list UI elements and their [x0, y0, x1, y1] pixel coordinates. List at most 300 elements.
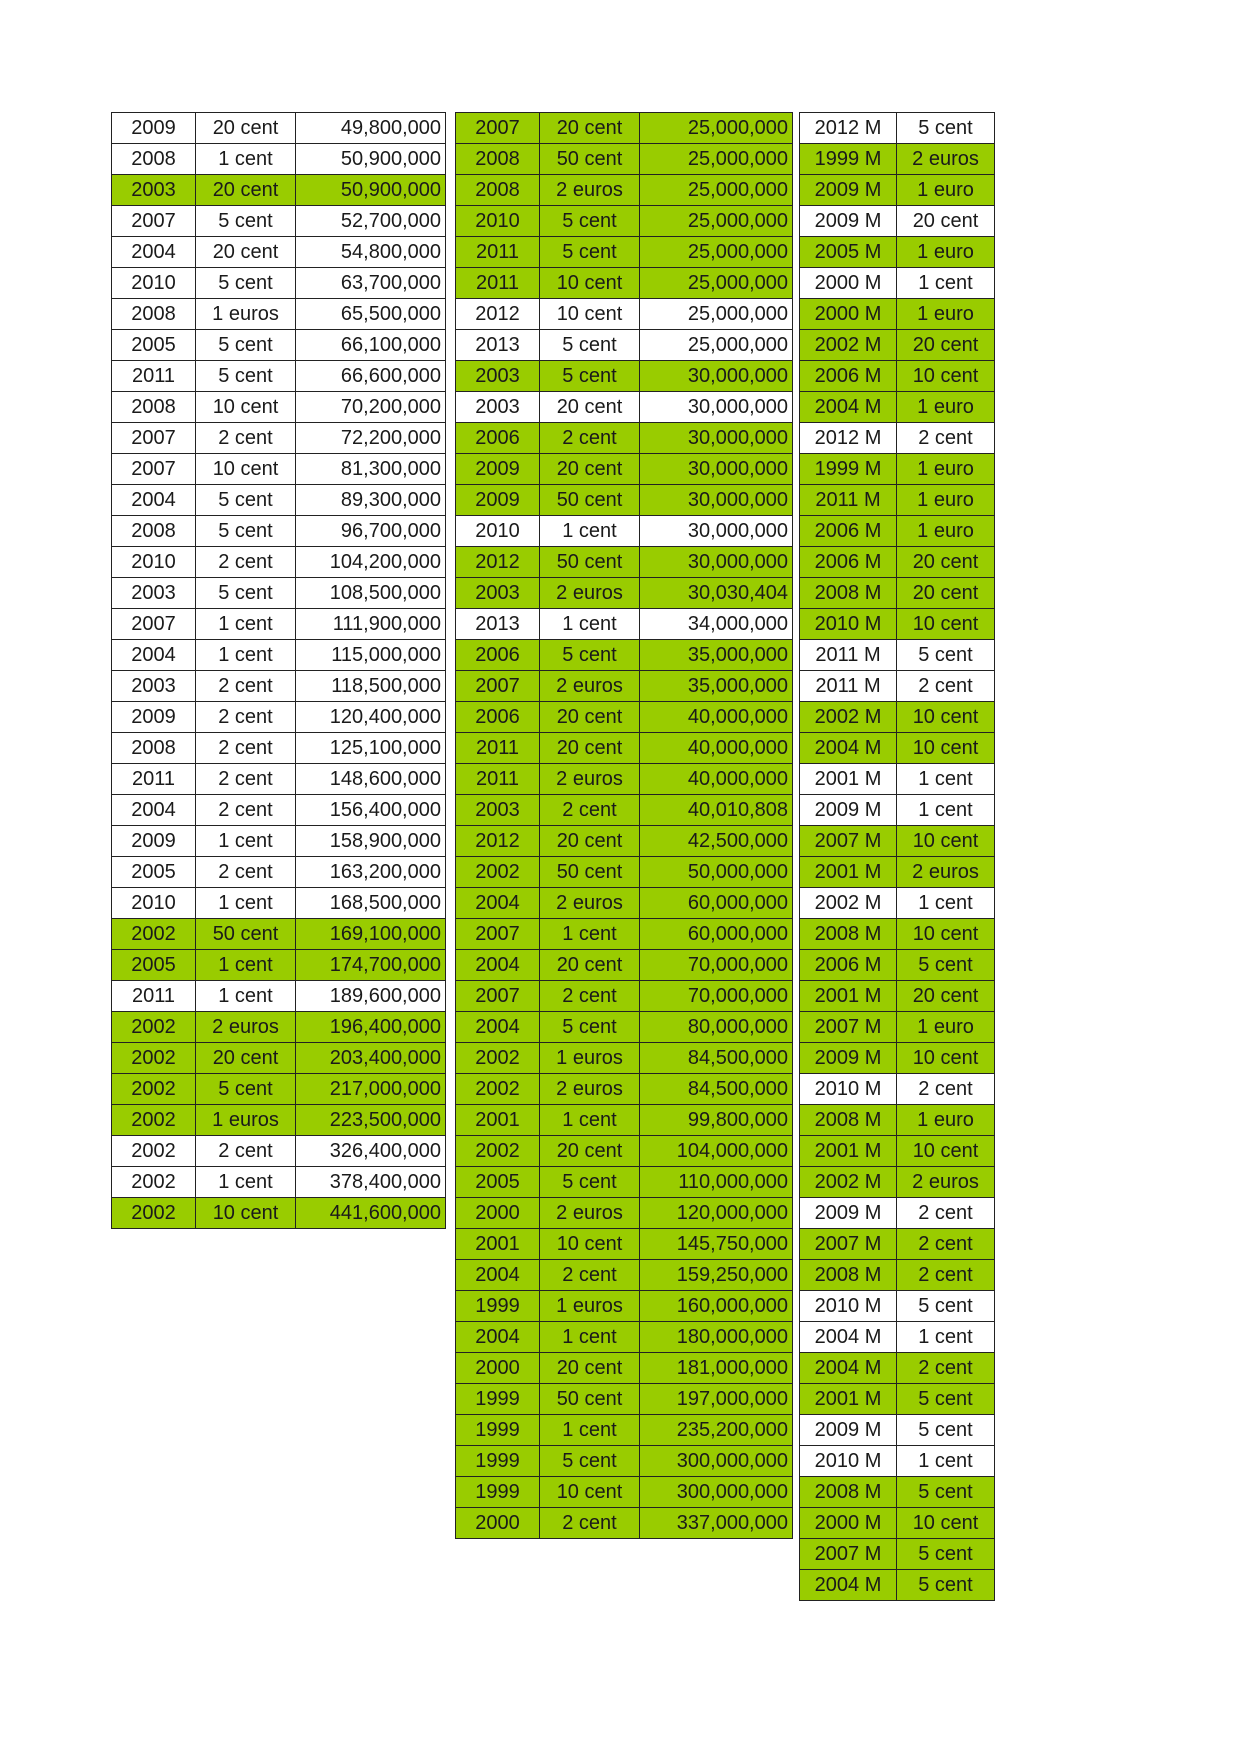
- year-cell: 2003: [112, 578, 196, 609]
- denomination-cell: 20 cent: [540, 702, 640, 733]
- year-cell: 2002: [112, 919, 196, 950]
- table-row: [800, 361, 995, 392]
- denomination-cell: 10 cent: [540, 1477, 640, 1508]
- quantity-cell: 54,800,000: [296, 237, 446, 268]
- year-cell: 2011 M: [800, 640, 897, 671]
- table-row: [112, 1012, 446, 1043]
- year-cell: 2002: [456, 1043, 540, 1074]
- year-cell: 2001 M: [800, 981, 897, 1012]
- table-row: [456, 1322, 793, 1353]
- denomination-cell: 5 cent: [196, 268, 296, 299]
- year-cell: 2006 M: [800, 516, 897, 547]
- denomination-cell: 2 cent: [196, 857, 296, 888]
- table-row: [112, 361, 446, 392]
- year-cell: 2007: [112, 423, 196, 454]
- table-row: [800, 1012, 995, 1043]
- table-row: [112, 702, 446, 733]
- quantity-cell: 115,000,000: [296, 640, 446, 671]
- denomination-cell: 2 euros: [540, 888, 640, 919]
- table-row: [456, 299, 793, 330]
- year-cell: 2013: [456, 330, 540, 361]
- table-row: [456, 1043, 793, 1074]
- quantity-cell: 174,700,000: [296, 950, 446, 981]
- table-row: [456, 764, 793, 795]
- year-cell: 2002 M: [800, 702, 897, 733]
- year-cell: 2009: [112, 826, 196, 857]
- year-cell: 2001 M: [800, 1384, 897, 1415]
- year-cell: 2009: [456, 454, 540, 485]
- year-cell: 2002: [112, 1136, 196, 1167]
- denomination-cell: 1 cent: [196, 826, 296, 857]
- year-cell: 2008: [112, 516, 196, 547]
- coin-table-3-body: [800, 113, 995, 1601]
- quantity-cell: 30,000,000: [640, 547, 793, 578]
- year-cell: 2004: [456, 1260, 540, 1291]
- denomination-cell: 1 cent: [897, 795, 995, 826]
- year-cell: 2009 M: [800, 206, 897, 237]
- year-cell: 2004: [456, 1012, 540, 1043]
- quantity-cell: 50,000,000: [640, 857, 793, 888]
- year-cell: 2001 M: [800, 857, 897, 888]
- denomination-cell: 1 euro: [897, 175, 995, 206]
- denomination-cell: 1 cent: [196, 640, 296, 671]
- denomination-cell: 2 euros: [540, 1074, 640, 1105]
- year-cell: 2000 M: [800, 1508, 897, 1539]
- denomination-cell: 1 cent: [897, 1322, 995, 1353]
- quantity-cell: 65,500,000: [296, 299, 446, 330]
- table-row: [112, 454, 446, 485]
- table-row: [456, 826, 793, 857]
- year-cell: 2008 M: [800, 919, 897, 950]
- year-cell: 2010: [456, 206, 540, 237]
- year-cell: 2008 M: [800, 1105, 897, 1136]
- table-row: [800, 919, 995, 950]
- denomination-cell: 20 cent: [897, 981, 995, 1012]
- denomination-cell: 2 cent: [540, 423, 640, 454]
- table-row: [800, 330, 995, 361]
- quantity-cell: 50,900,000: [296, 144, 446, 175]
- quantity-cell: 125,100,000: [296, 733, 446, 764]
- quantity-cell: 49,800,000: [296, 113, 446, 144]
- year-cell: 2001: [456, 1229, 540, 1260]
- coin-table-1-body: [112, 113, 446, 1229]
- table-row: [800, 1136, 995, 1167]
- denomination-cell: 2 euros: [540, 1198, 640, 1229]
- quantity-cell: 80,000,000: [640, 1012, 793, 1043]
- table-row: [800, 981, 995, 1012]
- denomination-cell: 5 cent: [196, 330, 296, 361]
- year-cell: 2011: [456, 268, 540, 299]
- table-row: [800, 1570, 995, 1601]
- year-cell: 2002: [112, 1074, 196, 1105]
- denomination-cell: 20 cent: [196, 113, 296, 144]
- quantity-cell: 25,000,000: [640, 113, 793, 144]
- table-row: [456, 144, 793, 175]
- table-row: [456, 578, 793, 609]
- table-row: [800, 1198, 995, 1229]
- year-cell: 2009 M: [800, 175, 897, 206]
- denomination-cell: 20 cent: [196, 175, 296, 206]
- year-cell: 2004 M: [800, 392, 897, 423]
- quantity-cell: 70,000,000: [640, 950, 793, 981]
- table-row: [800, 423, 995, 454]
- denomination-cell: 1 cent: [196, 144, 296, 175]
- quantity-cell: 72,200,000: [296, 423, 446, 454]
- table-row: [800, 702, 995, 733]
- year-cell: 2002: [456, 857, 540, 888]
- quantity-cell: 217,000,000: [296, 1074, 446, 1105]
- quantity-cell: 160,000,000: [640, 1291, 793, 1322]
- quantity-cell: 181,000,000: [640, 1353, 793, 1384]
- table-row: [800, 640, 995, 671]
- quantity-cell: 89,300,000: [296, 485, 446, 516]
- denomination-cell: 1 euro: [897, 454, 995, 485]
- table-row: [800, 795, 995, 826]
- denomination-cell: 5 cent: [897, 640, 995, 671]
- denomination-cell: 20 cent: [540, 1136, 640, 1167]
- table-row: [800, 1539, 995, 1570]
- denomination-cell: 5 cent: [196, 206, 296, 237]
- year-cell: 2001: [456, 1105, 540, 1136]
- denomination-cell: 2 euros: [540, 175, 640, 206]
- table-row: [456, 330, 793, 361]
- year-cell: 2004: [456, 888, 540, 919]
- denomination-cell: 5 cent: [540, 206, 640, 237]
- table-row: [112, 113, 446, 144]
- year-cell: 2003: [456, 392, 540, 423]
- table-row: [456, 206, 793, 237]
- year-cell: 2012 M: [800, 113, 897, 144]
- denomination-cell: 1 euro: [897, 485, 995, 516]
- denomination-cell: 5 cent: [540, 1167, 640, 1198]
- year-cell: 2005 M: [800, 237, 897, 268]
- denomination-cell: 10 cent: [196, 1198, 296, 1229]
- quantity-cell: 70,200,000: [296, 392, 446, 423]
- year-cell: 2003: [112, 175, 196, 206]
- year-cell: 2004: [112, 485, 196, 516]
- year-cell: 2001 M: [800, 764, 897, 795]
- denomination-cell: 10 cent: [196, 392, 296, 423]
- denomination-cell: 1 cent: [196, 609, 296, 640]
- year-cell: 2004: [112, 795, 196, 826]
- year-cell: 2001 M: [800, 1136, 897, 1167]
- year-cell: 2004: [112, 640, 196, 671]
- denomination-cell: 1 euro: [897, 1105, 995, 1136]
- table-row: [456, 516, 793, 547]
- year-cell: 2006: [456, 702, 540, 733]
- quantity-cell: 441,600,000: [296, 1198, 446, 1229]
- table-row: [112, 578, 446, 609]
- year-cell: 2002 M: [800, 1167, 897, 1198]
- denomination-cell: 50 cent: [540, 144, 640, 175]
- table-row: [800, 888, 995, 919]
- denomination-cell: 2 cent: [196, 1136, 296, 1167]
- year-cell: 2008: [112, 733, 196, 764]
- year-cell: 2003: [456, 361, 540, 392]
- quantity-cell: 197,000,000: [640, 1384, 793, 1415]
- year-cell: 2006: [456, 423, 540, 454]
- year-cell: 2007: [112, 609, 196, 640]
- year-cell: 2004: [456, 1322, 540, 1353]
- quantity-cell: 84,500,000: [640, 1074, 793, 1105]
- table-row: [456, 1508, 793, 1539]
- year-cell: 2007: [456, 919, 540, 950]
- denomination-cell: 20 cent: [897, 206, 995, 237]
- year-cell: 2012: [456, 826, 540, 857]
- denomination-cell: 2 cent: [196, 764, 296, 795]
- table-row: [456, 1105, 793, 1136]
- table-row: [456, 1136, 793, 1167]
- denomination-cell: 1 euro: [897, 516, 995, 547]
- table-row: [456, 919, 793, 950]
- denomination-cell: 5 cent: [897, 950, 995, 981]
- year-cell: 2002: [112, 1167, 196, 1198]
- table-row: [112, 206, 446, 237]
- quantity-cell: 235,200,000: [640, 1415, 793, 1446]
- year-cell: 2010 M: [800, 1074, 897, 1105]
- quantity-cell: 30,000,000: [640, 516, 793, 547]
- quantity-cell: 70,000,000: [640, 981, 793, 1012]
- table-row: [456, 175, 793, 206]
- table-row: [800, 1291, 995, 1322]
- table-row: [456, 1260, 793, 1291]
- year-cell: 2010 M: [800, 1446, 897, 1477]
- quantity-cell: 40,000,000: [640, 702, 793, 733]
- table-row: [800, 268, 995, 299]
- table-row: [800, 299, 995, 330]
- table-row: [800, 1477, 995, 1508]
- year-cell: 2003: [456, 795, 540, 826]
- table-row: [112, 1105, 446, 1136]
- table-row: [800, 1508, 995, 1539]
- table-row: [800, 764, 995, 795]
- year-cell: 2000 M: [800, 299, 897, 330]
- table-row: [456, 1012, 793, 1043]
- year-cell: 2004 M: [800, 1353, 897, 1384]
- year-cell: 2002: [456, 1074, 540, 1105]
- table-row: [456, 1198, 793, 1229]
- table-row: [456, 1446, 793, 1477]
- table-row: [800, 547, 995, 578]
- year-cell: 2012: [456, 299, 540, 330]
- denomination-cell: 1 cent: [196, 950, 296, 981]
- year-cell: 1999: [456, 1415, 540, 1446]
- denomination-cell: 10 cent: [897, 733, 995, 764]
- quantity-cell: 84,500,000: [640, 1043, 793, 1074]
- coin-table-2-body: [456, 113, 793, 1539]
- year-cell: 2009 M: [800, 795, 897, 826]
- denomination-cell: 10 cent: [540, 1229, 640, 1260]
- year-cell: 2009 M: [800, 1198, 897, 1229]
- year-cell: 2007: [456, 981, 540, 1012]
- denomination-cell: 1 euros: [540, 1291, 640, 1322]
- table-row: [800, 1043, 995, 1074]
- year-cell: 2008: [112, 299, 196, 330]
- quantity-cell: 30,000,000: [640, 454, 793, 485]
- denomination-cell: 5 cent: [540, 237, 640, 268]
- quantity-cell: 60,000,000: [640, 919, 793, 950]
- table-row: [800, 950, 995, 981]
- quantity-cell: 111,900,000: [296, 609, 446, 640]
- year-cell: 2002: [112, 1012, 196, 1043]
- table-row: [800, 1353, 995, 1384]
- year-cell: 2007 M: [800, 1229, 897, 1260]
- year-cell: 2004: [456, 950, 540, 981]
- table-row: [456, 702, 793, 733]
- quantity-cell: 25,000,000: [640, 237, 793, 268]
- quantity-cell: 378,400,000: [296, 1167, 446, 1198]
- quantity-cell: 120,400,000: [296, 702, 446, 733]
- table-row: [800, 609, 995, 640]
- denomination-cell: 5 cent: [196, 578, 296, 609]
- table-row: [112, 795, 446, 826]
- denomination-cell: 20 cent: [540, 733, 640, 764]
- denomination-cell: 20 cent: [540, 392, 640, 423]
- year-cell: 2008: [112, 392, 196, 423]
- quantity-cell: 163,200,000: [296, 857, 446, 888]
- quantity-cell: 189,600,000: [296, 981, 446, 1012]
- table-row: [800, 1415, 995, 1446]
- denomination-cell: 5 cent: [897, 1539, 995, 1570]
- table-row: [456, 1415, 793, 1446]
- year-cell: 2008 M: [800, 578, 897, 609]
- denomination-cell: 50 cent: [196, 919, 296, 950]
- quantity-cell: 81,300,000: [296, 454, 446, 485]
- denomination-cell: 2 cent: [196, 795, 296, 826]
- quantity-cell: 203,400,000: [296, 1043, 446, 1074]
- year-cell: 2007 M: [800, 1539, 897, 1570]
- denomination-cell: 2 euros: [897, 1167, 995, 1198]
- year-cell: 2010: [112, 268, 196, 299]
- quantity-cell: 104,000,000: [640, 1136, 793, 1167]
- year-cell: 2006 M: [800, 547, 897, 578]
- year-cell: 2011: [456, 733, 540, 764]
- table-row: [800, 1446, 995, 1477]
- year-cell: 2011: [456, 237, 540, 268]
- table-row: [112, 330, 446, 361]
- year-cell: 2009 M: [800, 1415, 897, 1446]
- table-row: [112, 547, 446, 578]
- denomination-cell: 10 cent: [540, 268, 640, 299]
- denomination-cell: 1 cent: [540, 1322, 640, 1353]
- denomination-cell: 5 cent: [897, 1477, 995, 1508]
- denomination-cell: 10 cent: [897, 361, 995, 392]
- denomination-cell: 5 cent: [196, 485, 296, 516]
- year-cell: 2007 M: [800, 826, 897, 857]
- denomination-cell: 20 cent: [196, 1043, 296, 1074]
- denomination-cell: 10 cent: [897, 1043, 995, 1074]
- table-row: [456, 392, 793, 423]
- table-row: [112, 485, 446, 516]
- denomination-cell: 1 euro: [897, 392, 995, 423]
- table-row: [456, 485, 793, 516]
- table-row: [456, 671, 793, 702]
- denomination-cell: 20 cent: [540, 113, 640, 144]
- table-row: [112, 640, 446, 671]
- table-row: [112, 1198, 446, 1229]
- denomination-cell: 2 cent: [897, 1229, 995, 1260]
- quantity-cell: 326,400,000: [296, 1136, 446, 1167]
- year-cell: 2010: [456, 516, 540, 547]
- quantity-cell: 169,100,000: [296, 919, 446, 950]
- year-cell: 2013: [456, 609, 540, 640]
- year-cell: 2008: [456, 144, 540, 175]
- table-row: [456, 454, 793, 485]
- denomination-cell: 5 cent: [540, 1446, 640, 1477]
- table-row: [112, 1043, 446, 1074]
- quantity-cell: 168,500,000: [296, 888, 446, 919]
- denomination-cell: 50 cent: [540, 857, 640, 888]
- year-cell: 2010 M: [800, 1291, 897, 1322]
- year-cell: 2011 M: [800, 671, 897, 702]
- table-row: [112, 950, 446, 981]
- year-cell: 1999 M: [800, 454, 897, 485]
- year-cell: 2008: [456, 175, 540, 206]
- denomination-cell: 5 cent: [196, 361, 296, 392]
- denomination-cell: 2 cent: [897, 1074, 995, 1105]
- denomination-cell: 10 cent: [897, 1508, 995, 1539]
- quantity-cell: 30,030,404: [640, 578, 793, 609]
- denomination-cell: 1 cent: [897, 1446, 995, 1477]
- table-row: [112, 981, 446, 1012]
- table-row: [112, 1136, 446, 1167]
- table-row: [456, 609, 793, 640]
- year-cell: 2011 M: [800, 485, 897, 516]
- table-row: [456, 1477, 793, 1508]
- year-cell: 2011: [112, 764, 196, 795]
- year-cell: 2005: [456, 1167, 540, 1198]
- denomination-cell: 2 cent: [897, 1260, 995, 1291]
- quantity-cell: 145,750,000: [640, 1229, 793, 1260]
- denomination-cell: 2 euros: [540, 578, 640, 609]
- denomination-cell: 1 euros: [196, 299, 296, 330]
- quantity-cell: 25,000,000: [640, 330, 793, 361]
- table-row: [800, 485, 995, 516]
- denomination-cell: 1 cent: [196, 888, 296, 919]
- table-row: [112, 237, 446, 268]
- year-cell: 1999: [456, 1291, 540, 1322]
- denomination-cell: 10 cent: [897, 826, 995, 857]
- table-row: [800, 1260, 995, 1291]
- quantity-cell: 156,400,000: [296, 795, 446, 826]
- table-row: [112, 268, 446, 299]
- year-cell: 2009: [112, 113, 196, 144]
- denomination-cell: 20 cent: [897, 330, 995, 361]
- quantity-cell: 63,700,000: [296, 268, 446, 299]
- quantity-cell: 60,000,000: [640, 888, 793, 919]
- table-row: [800, 733, 995, 764]
- table-row: [112, 888, 446, 919]
- table-row: [112, 857, 446, 888]
- denomination-cell: 2 euros: [540, 764, 640, 795]
- year-cell: 2006: [456, 640, 540, 671]
- denomination-cell: 10 cent: [897, 609, 995, 640]
- table-row: [456, 640, 793, 671]
- coin-table-3: [799, 112, 995, 1601]
- table-row: [456, 1353, 793, 1384]
- denomination-cell: 20 cent: [897, 578, 995, 609]
- denomination-cell: 2 cent: [540, 981, 640, 1012]
- denomination-cell: 50 cent: [540, 547, 640, 578]
- coin-table-1: [111, 112, 446, 1229]
- quantity-cell: 40,010,808: [640, 795, 793, 826]
- denomination-cell: 5 cent: [540, 330, 640, 361]
- year-cell: 2004: [112, 237, 196, 268]
- table-row: [456, 361, 793, 392]
- year-cell: 2009 M: [800, 1043, 897, 1074]
- table-row: [800, 206, 995, 237]
- year-cell: 2009: [456, 485, 540, 516]
